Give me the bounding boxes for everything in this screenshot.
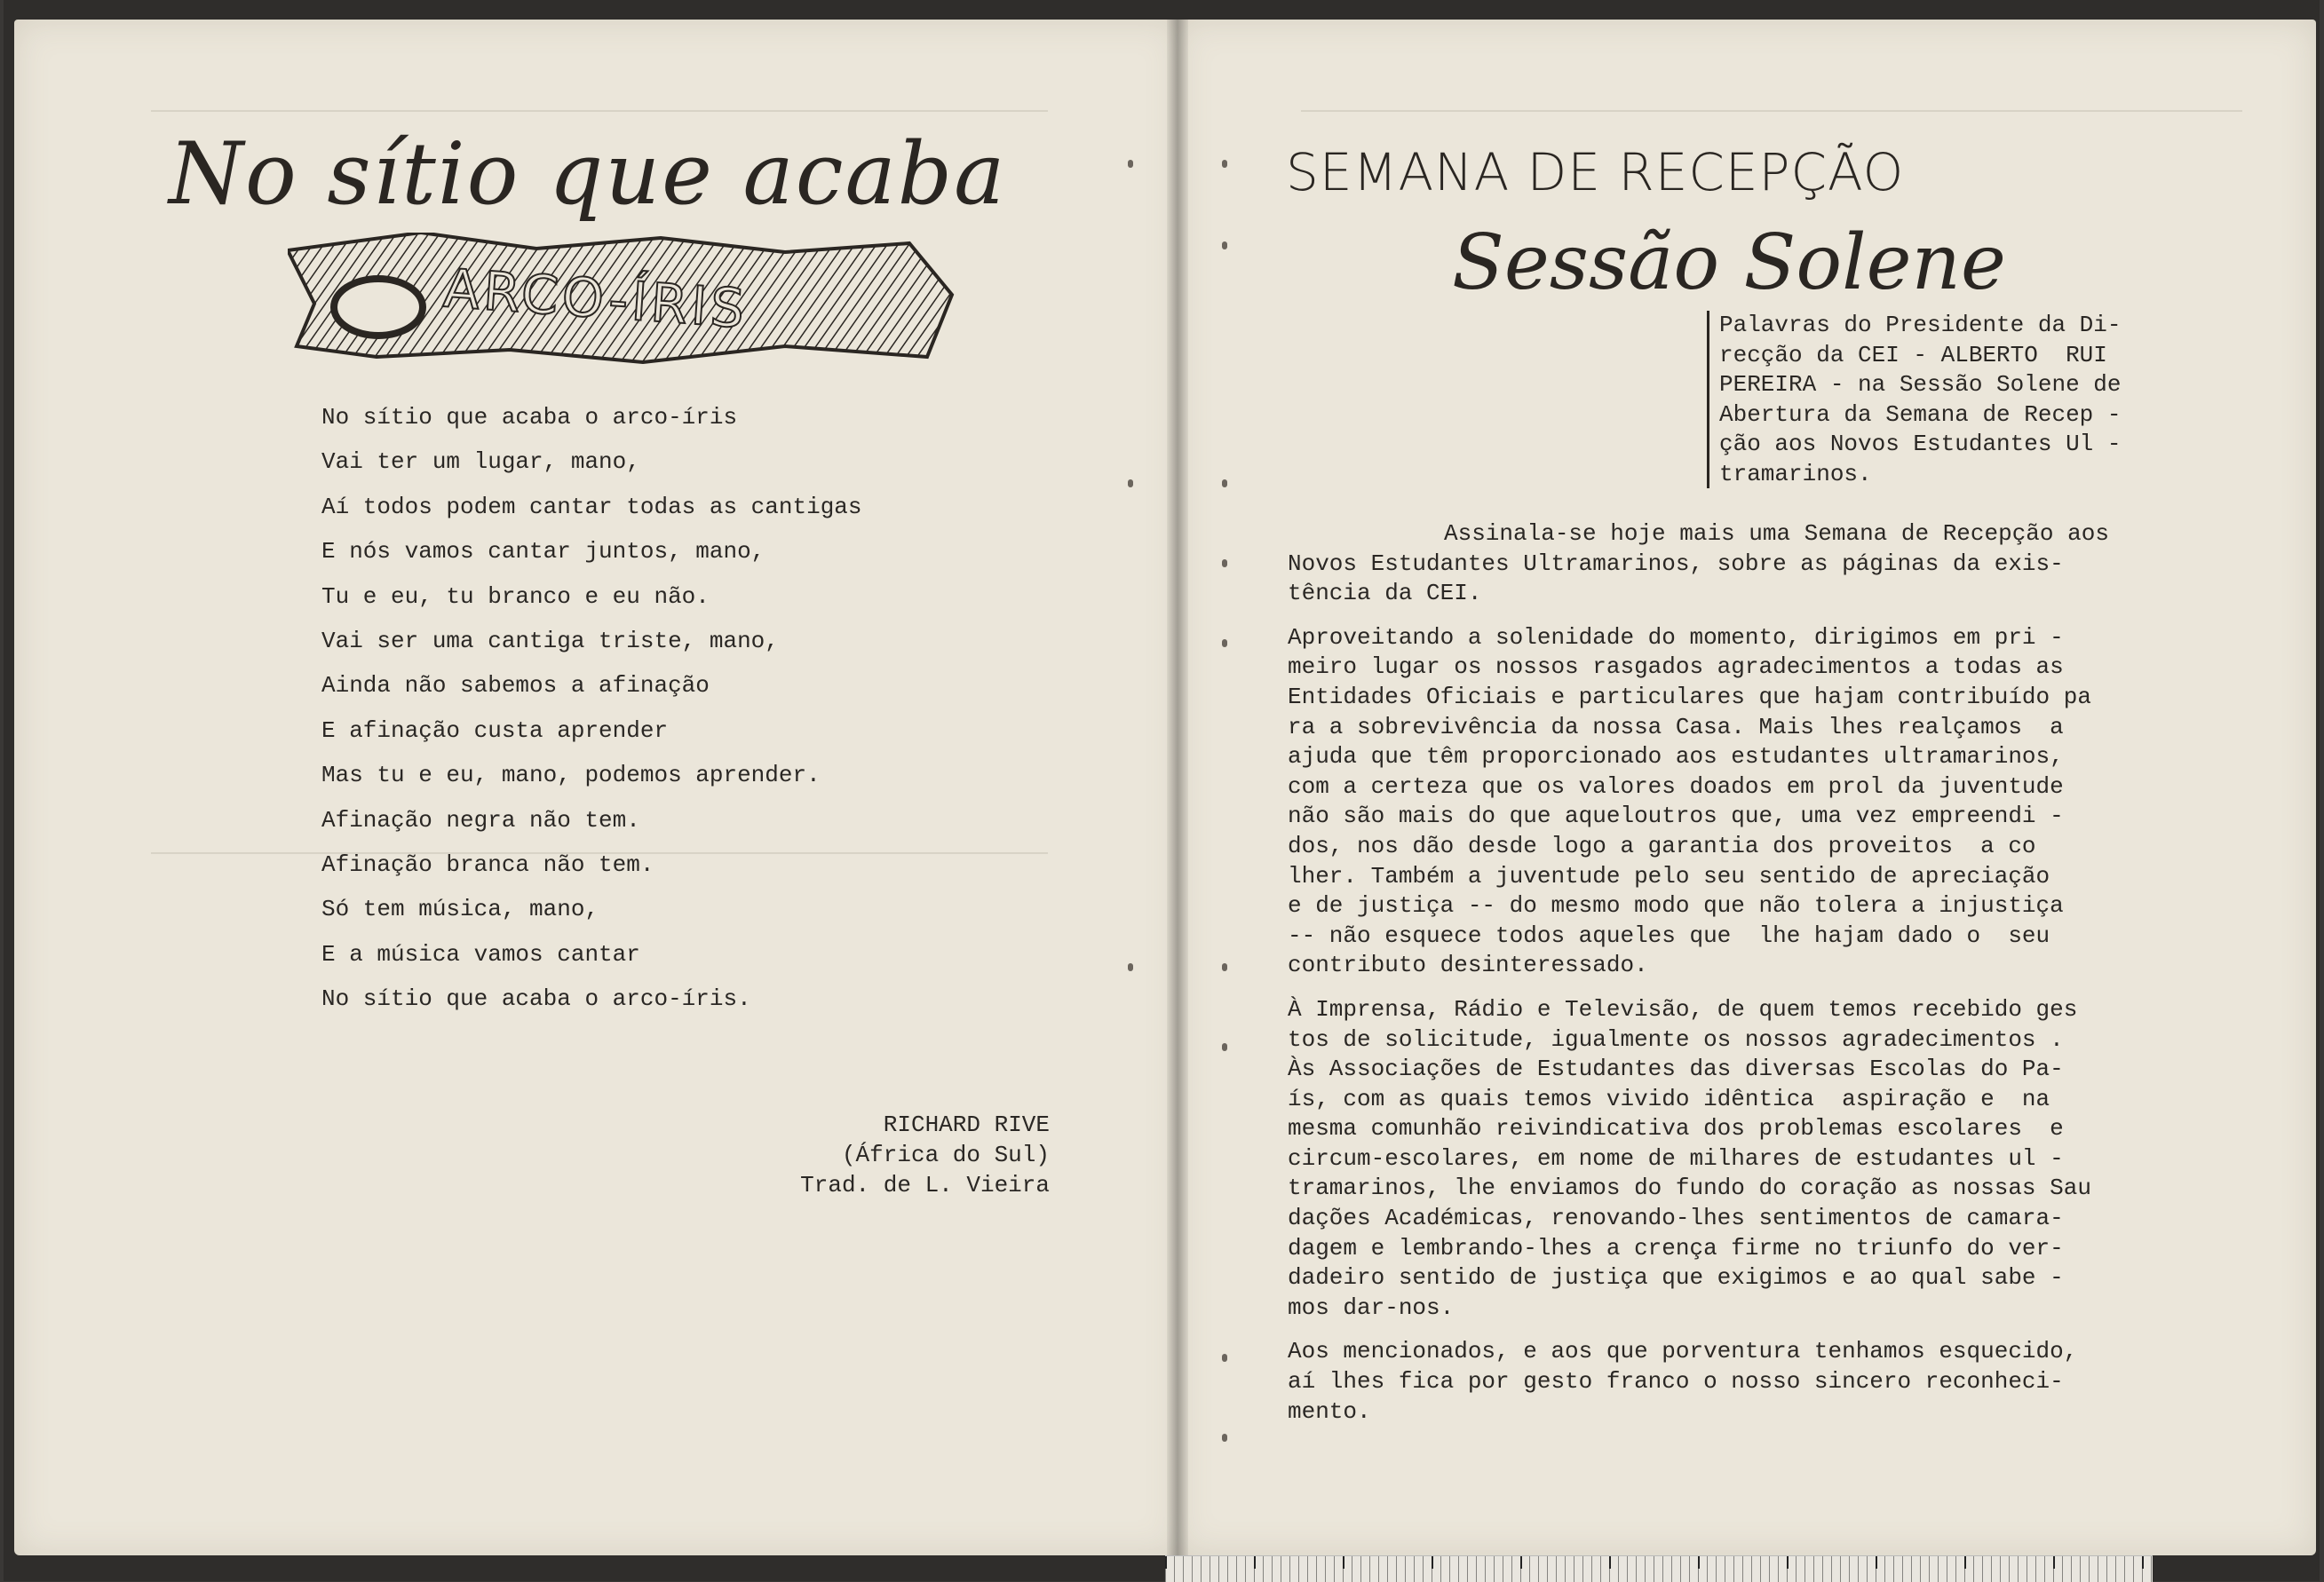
text-line: mesma comunhão reivindicativa dos problemas escolares e <box>1288 1115 2064 1143</box>
paragraph <box>1288 1337 2265 1427</box>
caption-line: ção aos Novos Estudantes Ul - <box>1719 431 2122 458</box>
binding-hole <box>1222 1354 1227 1362</box>
poem-line: No sítio que acaba o arco-íris <box>321 404 738 431</box>
article-subtitle: Sessão Solene <box>1452 218 2006 307</box>
arco-iris-banner <box>288 233 980 364</box>
binding-hole <box>1222 1434 1227 1442</box>
text-line: -- não esquece todos aqueles que lhe hajam dado o seu <box>1288 922 2050 949</box>
ruler-major-ticks <box>1165 1556 2153 1569</box>
binding-hole <box>1222 160 1227 168</box>
poem-line: E afinação custa aprender <box>321 716 669 744</box>
text-line: dos, nos dão desde logo a garantia dos proveitos a co <box>1288 832 2036 859</box>
poem-line: Afinação negra não tem. <box>321 806 640 834</box>
text-line: tos de solicitude, igualmente os nossos agradecimentos . <box>1288 1025 2064 1053</box>
poem-line: E a música vamos cantar <box>321 940 640 968</box>
text-line: Aproveitando a solenidade do momento, dirigimos em pri - <box>1288 623 2064 651</box>
text-line: dagem e lembrando-lhes a crença firme no triunfo do ver- <box>1288 1234 2064 1262</box>
poem-title: No sítio que acaba <box>169 124 1007 224</box>
binding-hole <box>1222 1043 1227 1051</box>
text-line: meiro lugar os nossos rasgados agradecimentos a todas as <box>1288 653 2064 681</box>
poem-line: Vai ser uma cantiga triste, mano, <box>321 628 779 655</box>
poem-line: Só tem música, mano, <box>321 896 599 923</box>
poem-line: Afinação branca não tem. <box>321 851 654 879</box>
article-title: SEMANA DE RECEPÇÃO <box>1286 142 1905 202</box>
text-line: aí lhes fica por gesto franco o nosso sincero reconheci- <box>1288 1368 2064 1396</box>
paragraph <box>1288 519 2265 609</box>
binding-hole <box>1128 160 1133 168</box>
text-line: À Imprensa, Rádio e Televisão, de quem temos recebido ges <box>1288 995 2078 1023</box>
poem-line: Aí todos podem cantar todas as cantigas <box>321 493 862 520</box>
text-line: com a certeza que os valores doados em prol da juventude <box>1288 772 2064 800</box>
caption-line: Abertura da Semana de Recep - <box>1719 400 2122 428</box>
bleed-through-line <box>151 110 1048 112</box>
binding-hole <box>1222 639 1227 647</box>
translator-credit: Trad. de L. Vieira <box>800 1172 1050 1198</box>
text-line: Novos Estudantes Ultramarinos, sobre as páginas da exis- <box>1288 550 2064 577</box>
text-line: dações Académicas, renovando-lhes sentimentos de camara- <box>1288 1205 2064 1232</box>
banner-text: ARCO-ÍRIS <box>440 257 750 341</box>
paragraph <box>1288 995 2265 1324</box>
poem-line: Vai ter um lugar, mano, <box>321 448 640 476</box>
text-line: circum-escolares, em nome de milhares de estudantes ul - <box>1288 1144 2064 1172</box>
text-line: mento. <box>1288 1397 1371 1425</box>
text-line: e de justiça -- do mesmo modo que não tolera a injustiça <box>1288 892 2064 920</box>
poem-line: No sítio que acaba o arco-íris. <box>321 985 751 1013</box>
article-body <box>1288 519 2265 1441</box>
poem-line: E nós vamos cantar juntos, mano, <box>321 538 765 566</box>
text-line: contributo desinteressado. <box>1288 952 1648 979</box>
bleed-through-line <box>1301 110 2242 112</box>
text-line: Entidades Oficiais e particulares que hajam contribuído pa <box>1288 683 2091 710</box>
poem-line: Mas tu e eu, mano, podemos aprender. <box>321 762 821 789</box>
binding-hole <box>1222 559 1227 567</box>
paragraph <box>1288 623 2265 981</box>
article-caption <box>1719 311 2199 490</box>
banner-o-letter <box>330 275 426 339</box>
text-line: dadeiro sentido de justiça que exigimos e ao qual sabe - <box>1288 1264 2064 1292</box>
caption-line: Palavras do Presidente da Di- <box>1719 312 2122 338</box>
text-line: ajuda que têm proporcionado aos estudantes ultramarinos, <box>1288 743 2064 771</box>
text-line: ís, com as quais temos vivido idêntica aspiração e na <box>1288 1085 2050 1112</box>
text-line: mos dar-nos. <box>1288 1293 1455 1321</box>
binding-hole <box>1128 963 1133 971</box>
text-line: não são mais do que aqueloutros que, uma vez empreendi - <box>1288 803 2064 830</box>
binding-hole <box>1222 963 1227 971</box>
text-line: tência da CEI. <box>1288 580 1482 607</box>
scale-ruler <box>1165 1555 2153 1582</box>
text-line: Às Associações de Estudantes das diversas Escolas do Pa- <box>1288 1056 2064 1083</box>
binding-hole <box>1128 479 1133 487</box>
poem-attribution <box>728 1110 1050 1200</box>
caption-line: PEREIRA - na Sessão Solene de <box>1719 371 2122 399</box>
poem-line: Ainda não sabemos a afinação <box>321 672 710 700</box>
text-line: lher. Também a juventude pelo seu sentido de apreciação <box>1288 862 2050 890</box>
caption-line: tramarinos. <box>1719 460 1872 487</box>
text-line: Aos mencionados, e aos que porventura tenhamos esquecido, <box>1288 1338 2078 1365</box>
book-gutter <box>1167 20 1188 1555</box>
binding-hole <box>1222 479 1227 487</box>
author-origin: (África do Sul) <box>841 1142 1050 1168</box>
author-name: RICHARD RIVE <box>883 1111 1050 1138</box>
caption-line: recção da CEI - ALBERTO RUI <box>1719 341 2107 368</box>
caption-rule <box>1707 311 1709 488</box>
text-line: Assinala-se hoje mais uma Semana de Recepção aos <box>1444 520 2109 547</box>
text-line: tramarinos, lhe enviamos do fundo do coração as nossas Sau <box>1288 1175 2091 1202</box>
poem-body <box>321 395 1121 1022</box>
binding-hole <box>1222 241 1227 249</box>
text-line: ra a sobrevivência da nossa Casa. Mais lhes realçamos a <box>1288 713 2064 740</box>
poem-line: Tu e eu, tu branco e eu não. <box>321 582 710 610</box>
